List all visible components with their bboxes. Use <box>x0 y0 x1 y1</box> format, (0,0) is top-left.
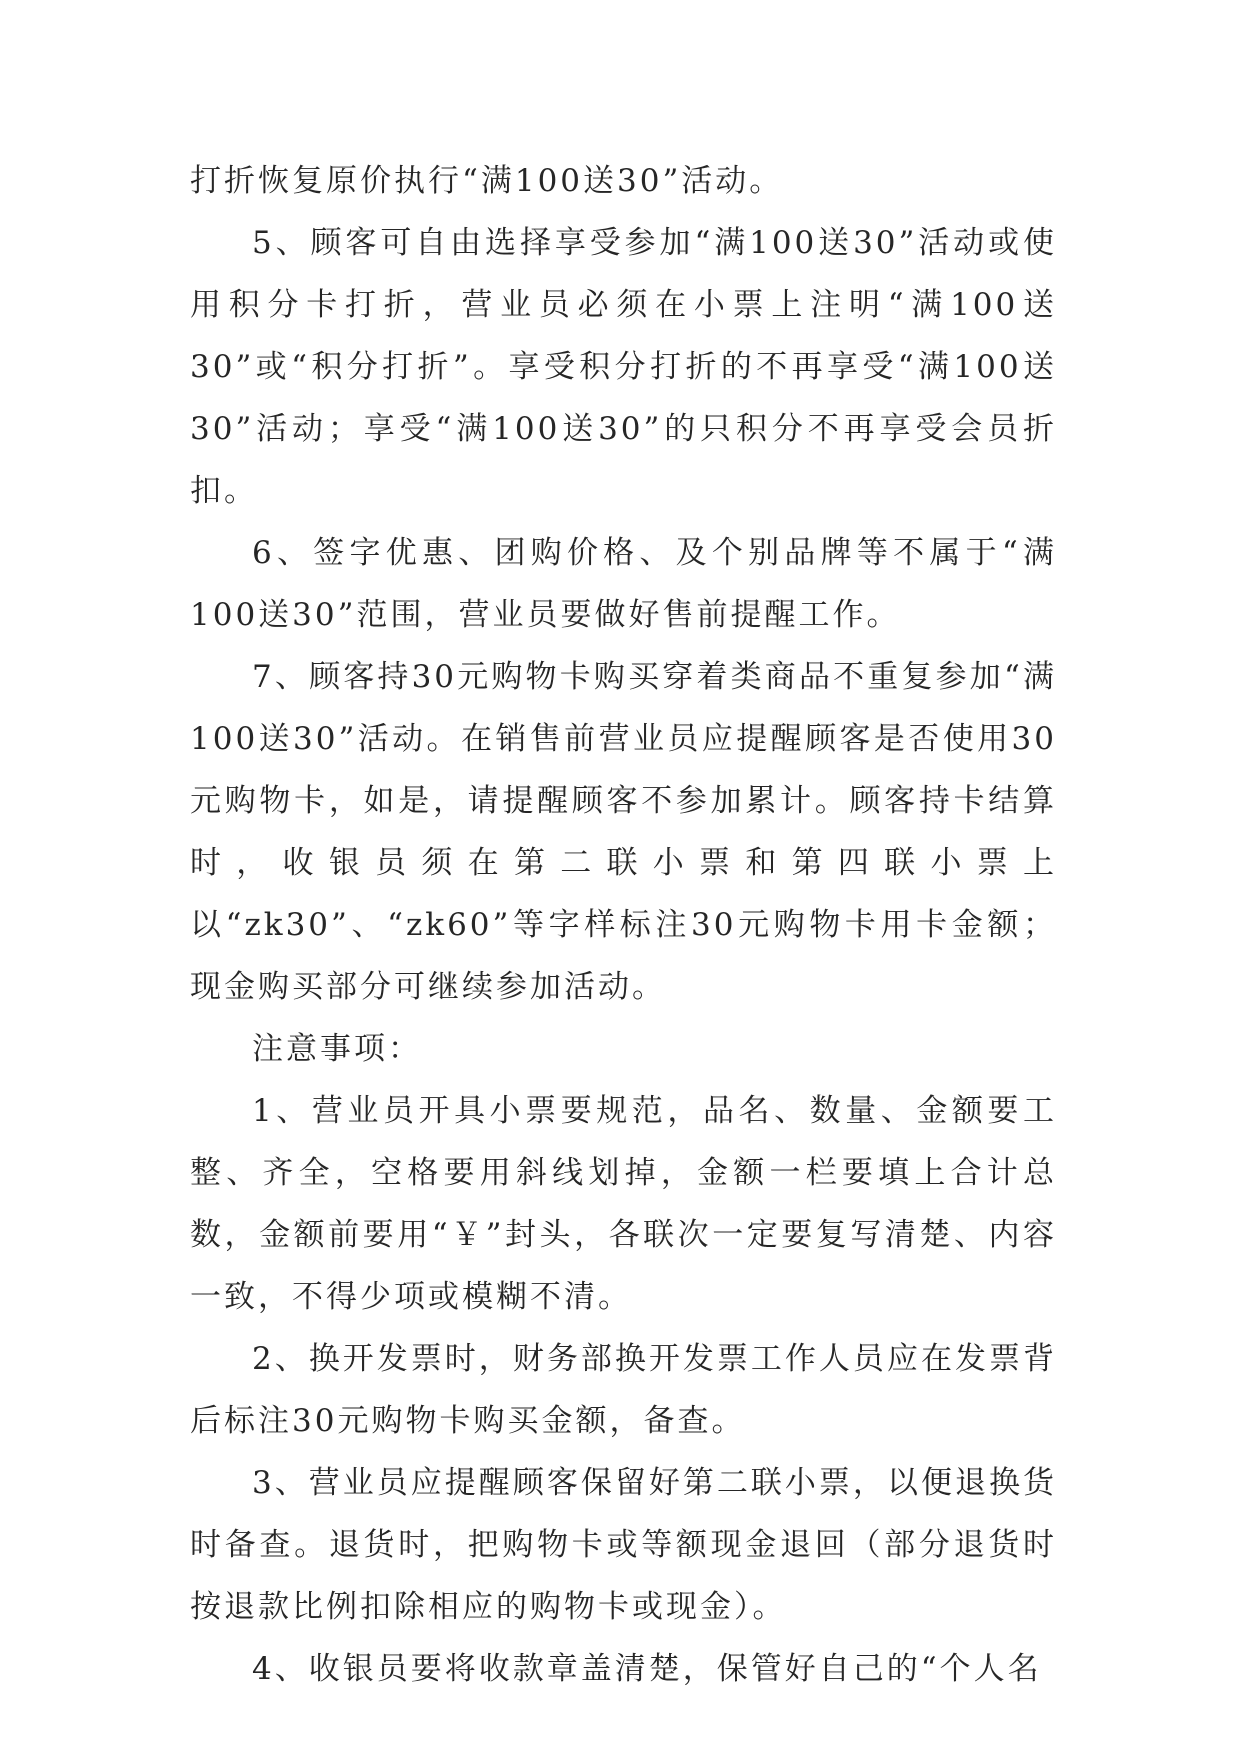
paragraph-note-2: 2、换开发票时，财务部换开发票工作人员应在发票背后标注30元购物卡购买金额，备查。 <box>190 1341 1057 1439</box>
paragraph-item-6: 6、签字优惠、团购价格、及个别品牌等不属于“满100送30”范围，营业员要做好售前提醒工作。 <box>190 535 1057 633</box>
paragraph-note-3: 3、营业员应提醒顾客保留好第二联小票，以便退换货时备查。退货时，把购物卡或等额现金退回（部分退货时按退款比例扣除相应的购物卡或现金）。 <box>190 1465 1057 1625</box>
paragraph-continuation: 打折恢复原价执行“满100送30”活动。 <box>190 163 784 199</box>
paragraph-note-1: 1、营业员开具小票要规范，品名、数量、金额要工整、齐全，空格要用斜线划掉，金额一栏要填上合计总数，金额前要用“￥”封头，各联次一定要复写清楚、内容一致，不得少项或模糊不清。 <box>190 1093 1057 1315</box>
document-body <box>190 150 1057 1700</box>
paragraph-item-5: 5、顾客可自由选择享受参加“满100送30”活动或使用积分卡打折，营业员必须在小票上注明“满100送30”或“积分打折”。享受积分打折的不再享受“满100送30”活动；享受“满100送30”的只积分不再享受会员折扣。 <box>190 225 1057 509</box>
paragraph-note-4: 4、收银员要将收款章盖清楚，保管好自己的“个人名 <box>252 1651 1042 1687</box>
section-heading-notes: 注意事项： <box>252 1031 422 1067</box>
paragraph-item-7: 7、顾客持30元购物卡购买穿着类商品不重复参加“满100送30”活动。在销售前营业员应提醒顾客是否使用30元购物卡，如是，请提醒顾客不参加累计。顾客持卡结算时，收银员须在第二联小票和第四联小票上以“zk30”、“zk60”等字样标注30元购物卡用卡金额；现金购买部分可继续参加活动。 <box>190 659 1057 1005</box>
